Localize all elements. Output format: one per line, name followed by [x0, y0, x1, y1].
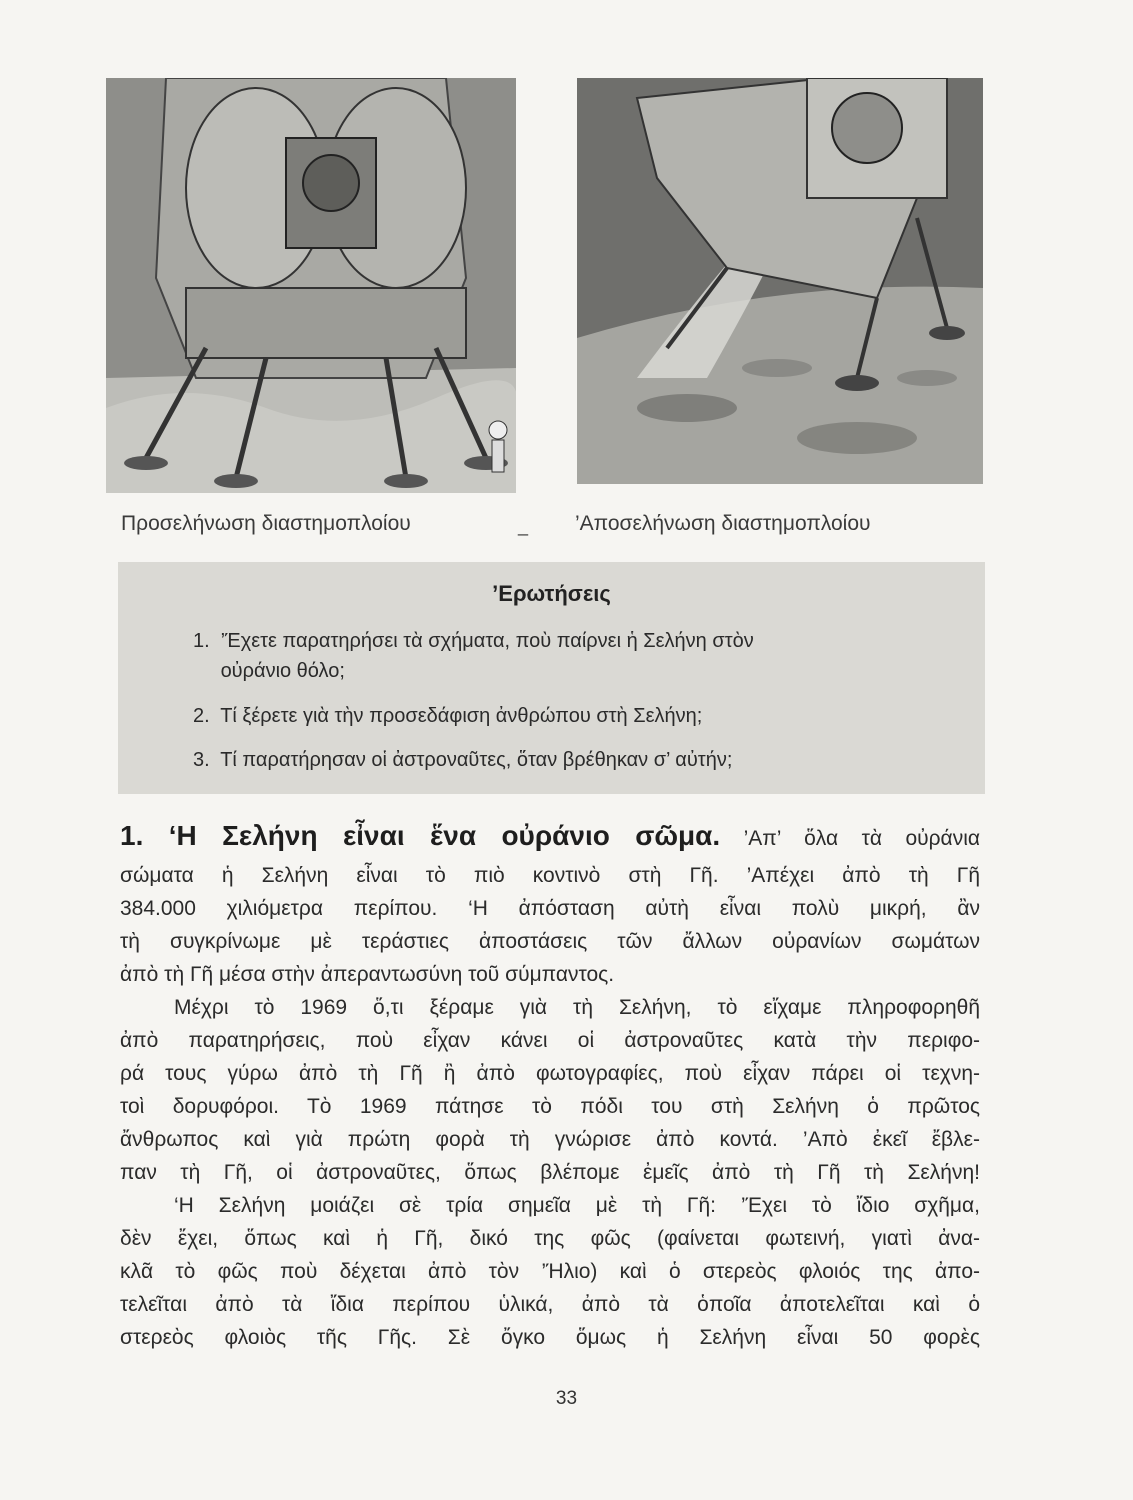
paragraph-line: 384.000 χιλιόμετρα περίπου. ‘Η ἀπόσταση αὐτὴ εἶναι πολὺ μικρή, ἂν [120, 897, 980, 920]
paragraph-line: παν τὴ Γῆ, οἱ ἀστροναῦτες, ὅπως βλέπομε ἐμεῖς ἀπὸ τὴ Γῆ τὴ Σελήνη! [120, 1161, 980, 1184]
paragraph-line: Μέχρι τὸ 1969 ὅ,τι ξέραμε γιὰ τὴ Σελήνη, τὸ εἴχαμε πληροφορηθῆ [174, 996, 980, 1019]
lunar-ascent-photo [577, 78, 983, 484]
paragraph-line: τελεῖται ἀπὸ τὰ ἴδια περίπου ὑλικά, ἀπὸ τὰ ὁποῖα ἀποτελεῖται καὶ ὁ [120, 1293, 980, 1316]
question-number: 2. [193, 705, 210, 727]
question-text: Τί παρατήρησαν οἱ ἀστροναῦτες, ὅταν βρέθηκαν σ’ αὐτήν; [220, 749, 733, 771]
question-text-continued: οὐράνιο θόλο; [220, 660, 345, 682]
question-number: 3. [193, 749, 210, 771]
question-3 [193, 745, 732, 775]
section-heading: 1. ‘Η Σελήνη εἶναι ἕνα οὐράνιο σῶμα. [120, 820, 721, 851]
paragraph-line: στερεὸς φλοιὸς τῆς Γῆς. Σὲ ὄγκο ὅμως ἡ Σελήνη εἶναι 50 φορὲς [120, 1326, 980, 1349]
page-number: 33 [555, 1388, 578, 1409]
lunar-landing-photo [106, 78, 516, 493]
question-text: Τί ξέρετε γιὰ τὴν προσεδάφιση ἀνθρώπου στὴ Σελήνη; [220, 705, 703, 727]
caption-separator: _ [518, 516, 529, 536]
paragraph-line: σώματα ἡ Σελήνη εἶναι τὸ πιὸ κοντινὸ στὴ Γῆ. ’Απέχει ἀπὸ τὴ Γῆ [120, 864, 980, 887]
caption-ascent: ’Αποσελήνωση διαστημοπλοίου [575, 512, 871, 535]
question-text: ’Έχετε παρατηρήσει τὰ σχήματα, ποὺ παίρνει ἡ Σελήνη στὸν [220, 630, 754, 652]
question-1 [193, 626, 754, 686]
paragraph-line: ’Απ’ ὅλα τὰ οὐράνια [743, 827, 981, 850]
question-number: 1. [193, 630, 210, 652]
paragraph-line: ρά τους γύρω ἀπὸ τὴ Γῆ ἢ ἀπὸ φωτογραφίες, ποὺ εἶχαν πάρει οἱ τεχνη- [120, 1062, 980, 1085]
paragraph-line: ἄνθρωπος καὶ γιὰ πρώτη φορὰ τὴ γνώρισε ἀπὸ κοντά. ’Απὸ ἐκεῖ ἔβλε- [120, 1128, 980, 1151]
questions-title: ’Ερωτήσεις [492, 581, 611, 606]
question-2 [193, 701, 702, 731]
questions-box [118, 562, 985, 794]
paragraph-line: ‘Η Σελήνη μοιάζει σὲ τρία σημεῖα μὲ τὴ Γῆ: ’Έχει τὸ ἴδιο σχῆμα, [174, 1194, 980, 1217]
caption-landing: Προσελήνωση διαστημοπλοίου [121, 512, 411, 535]
paragraph-line: τὴ συγκρίνωμε μὲ τεράστιες ἀποστάσεις τῶν ἄλλων οὐρανίων σωμάτων [120, 930, 980, 953]
section-first-line [120, 820, 980, 852]
paragraph-line: δὲν ἔχει, ὅπως καὶ ἡ Γῆ, δικό της φῶς (φαίνεται φωτεινή, γιατὶ ἀνα- [120, 1227, 980, 1250]
paragraph-line: τοὶ δορυφόροι. Τὸ 1969 πάτησε τὸ πόδι του στὴ Σελήνη ὁ πρῶτος [120, 1095, 980, 1118]
paragraph-line: ἀπὸ παρατηρήσεις, ποὺ εἶχαν κάνει οἱ ἀστροναῦτες κατὰ τὴν περιφο- [120, 1029, 980, 1052]
paragraph-line: κλᾶ τὸ φῶς ποὺ δέχεται ἀπὸ τὸν ’Ήλιο) καὶ ὁ στερεὸς φλοιός της ἀπο- [120, 1260, 980, 1283]
paragraph-line: ἀπὸ τὴ Γῆ μέσα στὴν ἀπεραντωσύνη τοῦ σύμπαντος. [120, 963, 615, 986]
